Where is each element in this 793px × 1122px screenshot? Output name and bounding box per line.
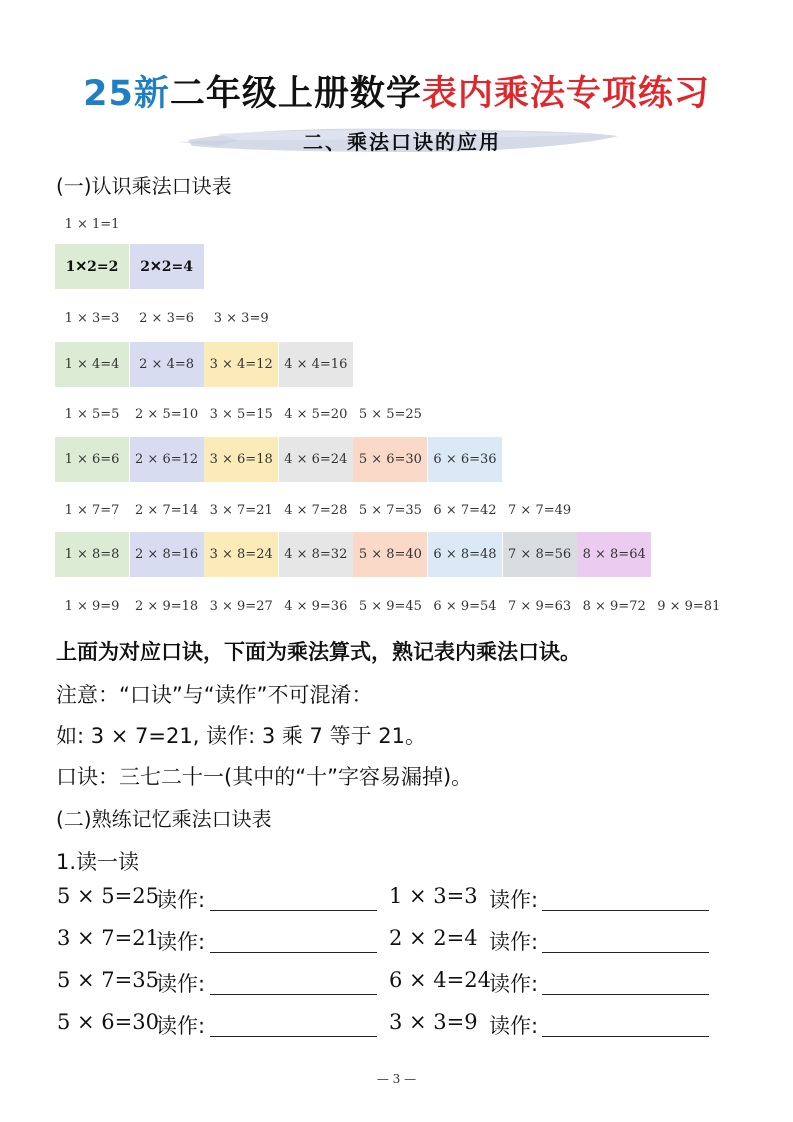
table-cell: 1 × 7=7 bbox=[64, 502, 120, 518]
table-cell: 5 × 6=30 bbox=[353, 437, 427, 482]
table-cell: 1 × 8=8 bbox=[55, 532, 129, 577]
title-part-black: 二年级上册数学 bbox=[169, 74, 422, 114]
table-cell: 4 × 7=28 bbox=[284, 502, 348, 518]
answer-blank[interactable] bbox=[210, 994, 377, 995]
table-cell: 2 × 4=8 bbox=[130, 342, 204, 387]
table-cell: 4 × 8=32 bbox=[279, 532, 353, 577]
table-cell: 5 × 5=25 bbox=[358, 406, 422, 422]
answer-blank[interactable] bbox=[542, 994, 709, 995]
table-cell: 3 × 9=27 bbox=[209, 598, 273, 614]
answer-blank[interactable] bbox=[210, 910, 377, 911]
table-cell: 6 × 9=54 bbox=[433, 598, 497, 614]
table-cell: 3 × 4=12 bbox=[204, 342, 278, 387]
table-cell: 8 × 8=64 bbox=[577, 532, 651, 577]
exercise-equation: 5 × 5=25 bbox=[57, 884, 159, 908]
read-label: 读作: bbox=[489, 930, 539, 954]
table-cell: 6 × 6=36 bbox=[428, 437, 502, 482]
table-cell: 2✕2=4 bbox=[130, 244, 204, 289]
section-heading-1: (一)认识乘法口诀表 bbox=[56, 174, 232, 198]
table-cell: 1 × 4=4 bbox=[55, 342, 129, 387]
answer-blank[interactable] bbox=[210, 952, 377, 953]
table-cell: 3 × 8=24 bbox=[204, 532, 278, 577]
exercise-equation: 6 × 4=24 bbox=[389, 968, 491, 992]
multiplication-table bbox=[55, 200, 755, 620]
answer-blank[interactable] bbox=[542, 910, 709, 911]
answer-blank[interactable] bbox=[542, 1036, 709, 1037]
table-cell: 4 × 4=16 bbox=[279, 342, 353, 387]
exercise-equation: 1 × 3=3 bbox=[389, 884, 478, 908]
subtitle: 二、乘法口诀的应用 bbox=[303, 130, 501, 154]
instruction-text: 上面为对应口诀，下面为乘法算式，熟记表内乘法口诀。 bbox=[56, 640, 581, 664]
table-cell: 7 × 8=56 bbox=[503, 532, 577, 577]
table-cell: 9 × 9=81 bbox=[657, 598, 721, 614]
read-label: 读作: bbox=[489, 1014, 539, 1038]
table-cell: 4 × 9=36 bbox=[284, 598, 348, 614]
title-part-red: 表内乘法专项练习 bbox=[421, 74, 710, 114]
page-title bbox=[0, 66, 793, 116]
read-label: 读作: bbox=[156, 1014, 206, 1038]
table-cell: 6 × 7=42 bbox=[433, 502, 497, 518]
answer-blank[interactable] bbox=[542, 952, 709, 953]
table-cell: 3 × 7=21 bbox=[209, 502, 273, 518]
table-cell: 6 × 8=48 bbox=[428, 532, 502, 577]
read-label: 读作: bbox=[156, 972, 206, 996]
table-cell: 2 × 7=14 bbox=[135, 502, 199, 518]
table-cell: 5 × 7=35 bbox=[358, 502, 422, 518]
table-cell: 1 × 6=6 bbox=[55, 437, 129, 482]
subtitle-banner bbox=[178, 118, 626, 160]
read-label: 读作: bbox=[156, 888, 206, 912]
table-cell: 1 × 3=3 bbox=[64, 310, 120, 326]
table-cell: 7 × 7=49 bbox=[508, 502, 572, 518]
section-heading-2: (二)熟练记忆乘法口诀表 bbox=[56, 807, 272, 831]
table-cell: 2 × 8=16 bbox=[130, 532, 204, 577]
exercise-equation: 5 × 7=35 bbox=[57, 968, 159, 992]
answer-blank[interactable] bbox=[210, 1036, 377, 1037]
table-cell: 2 × 9=18 bbox=[135, 598, 199, 614]
read-label: 读作: bbox=[489, 972, 539, 996]
exercise-equation: 3 × 7=21 bbox=[57, 926, 159, 950]
table-cell: 3 × 5=15 bbox=[209, 406, 273, 422]
table-cell: 2 × 5=10 bbox=[135, 406, 199, 422]
table-cell: 4 × 6=24 bbox=[279, 437, 353, 482]
table-cell: 5 × 9=45 bbox=[358, 598, 422, 614]
page-number: — 3 — bbox=[376, 1072, 417, 1086]
table-cell: 1 × 5=5 bbox=[64, 406, 120, 422]
note-text: 注意：“口诀”与“读作”不可混淆： bbox=[56, 683, 373, 707]
read-label: 读作: bbox=[156, 930, 206, 954]
table-cell: 4 × 5=20 bbox=[284, 406, 348, 422]
read-label: 读作: bbox=[489, 888, 539, 912]
table-cell: 1✕2=2 bbox=[55, 244, 129, 289]
example-text: 如: 3 × 7=21, 读作: 3 乘 7 等于 21。 bbox=[56, 724, 426, 748]
table-cell: 3 × 6=18 bbox=[204, 437, 278, 482]
exercise-title: 1.读一读 bbox=[56, 850, 140, 874]
exercise-equation: 2 × 2=4 bbox=[389, 926, 478, 950]
table-cell: 1 × 1=1 bbox=[64, 216, 120, 232]
table-cell: 5 × 8=40 bbox=[353, 532, 427, 577]
exercise-equation: 5 × 6=30 bbox=[57, 1010, 159, 1034]
table-cell: 7 × 9=63 bbox=[508, 598, 572, 614]
table-cell: 2 × 3=6 bbox=[139, 310, 195, 326]
mnemonic-text: 口诀：三七二十一(其中的“十”字容易漏掉)。 bbox=[56, 765, 473, 789]
table-cell: 8 × 9=72 bbox=[582, 598, 646, 614]
table-cell: 1 × 9=9 bbox=[64, 598, 120, 614]
title-part-blue: 25新 bbox=[83, 74, 170, 114]
table-cell: 3 × 3=9 bbox=[213, 310, 269, 326]
exercise-equation: 3 × 3=9 bbox=[389, 1010, 478, 1034]
table-cell: 2 × 6=12 bbox=[130, 437, 204, 482]
